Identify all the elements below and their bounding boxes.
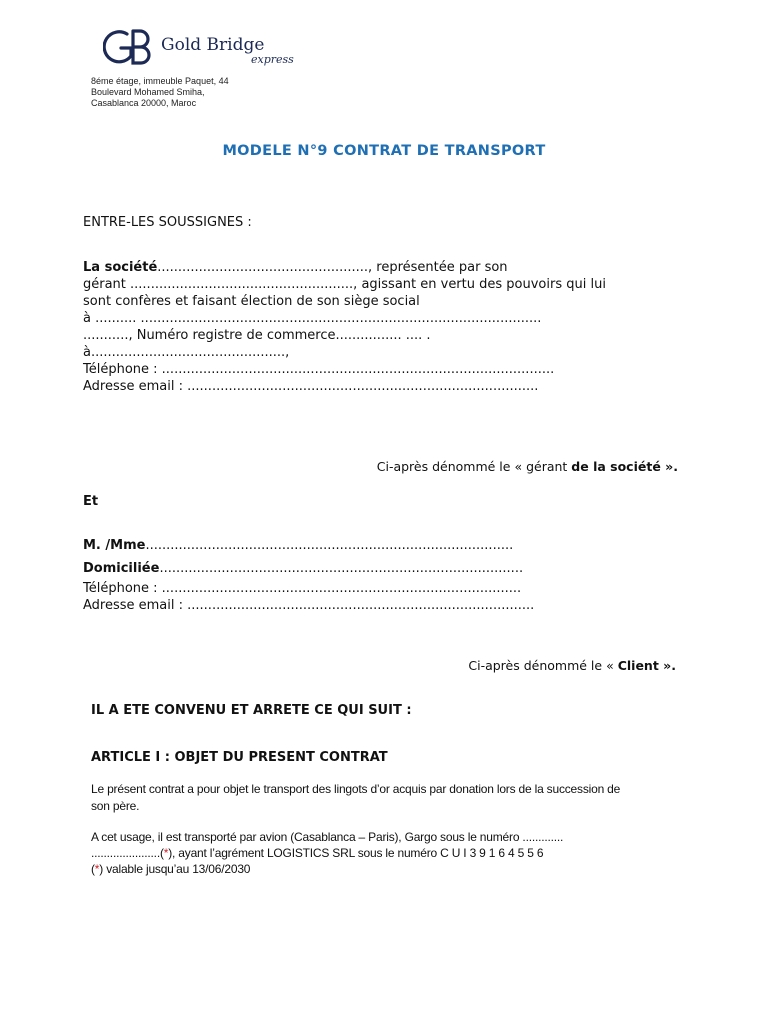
company-denomination-prefix: Ci-après dénommé le « gérant	[376, 459, 572, 474]
client-email-line: Adresse email : ....................................................................................	[83, 598, 535, 613]
para-2-line-3-a: (	[91, 862, 95, 876]
client-denomination-suffix: ».	[658, 658, 676, 673]
document-title: MODELE N°9 CONTRAT DE TRANSPORT	[222, 143, 546, 159]
article-1-heading: ARTICLE I : OBJET DU PRESENT CONTRAT	[91, 750, 388, 765]
article-1-para-2-line-3	[91, 862, 250, 876]
para-2-line-2-a: ......................(	[91, 846, 164, 860]
company-line-5: ..........., Numéro registre de commerce................ .... .	[83, 328, 431, 343]
address-line-1: 8éme étage, immeuble Paquet, 44	[91, 76, 229, 86]
para-2-line-3-b: ) valable jusqu’au 13/06/2030	[99, 862, 251, 876]
company-label: La société	[83, 260, 158, 275]
article-1-para-1-line-2: son père.	[91, 799, 140, 813]
client-denomination	[468, 658, 676, 673]
company-phone-line: Téléphone : ...............................................................................................	[83, 362, 555, 377]
client-domicile-line	[83, 560, 523, 577]
company-denomination-suffix: ».	[660, 459, 678, 474]
article-1-para-1-line-1: Le présent contrat a pour objet le transport des lingots d’or acquis par donation lors de la succession de	[91, 782, 621, 796]
logo-tagline-text: express	[251, 53, 294, 66]
company-denomination-bold: de la société	[571, 459, 661, 474]
parties-heading: ENTRE-LES SOUSSIGNES :	[83, 215, 252, 230]
company-line-2: gérant ......................................................, agissant en vertu des pouvoirs qui lui	[83, 277, 606, 292]
company-logo	[103, 26, 303, 70]
company-line-6: à...............................................,	[83, 345, 290, 360]
address-line-2: Boulevard Mohamed Smiha,	[91, 87, 205, 97]
company-email-line: Adresse email : .....................................................................................	[83, 379, 539, 394]
logo-brand-text: Gold Bridge	[161, 35, 265, 55]
company-line-3: sont confères et faisant élection de son siège social	[83, 294, 420, 309]
and-label: Et	[83, 494, 99, 509]
client-denomination-prefix: Ci-après dénommé le «	[468, 658, 618, 673]
client-name-line	[83, 537, 513, 554]
client-phone-line: Téléphone : .......................................................................................	[83, 581, 522, 596]
company-denomination	[377, 459, 678, 474]
company-line-1-rest: ..................................................., représentée par son	[157, 260, 508, 275]
agreement-heading: IL A ETE CONVENU ET ARRETE CE QUI SUIT :	[91, 703, 412, 718]
company-line-4: à .......... .................................................................................................	[83, 311, 542, 326]
article-1-para-2-line-1: A cet usage, il est transporté par avion (Casablanca – Paris), Gargo sous le numéro .............	[91, 830, 564, 844]
address-line-3: Casablanca 20000, Maroc	[91, 98, 197, 108]
client-name-label: M. /Mme	[83, 538, 146, 553]
company-line-1	[83, 259, 508, 276]
asterisk-marker-1: *	[163, 846, 169, 860]
article-1-para-2-line-2	[91, 846, 543, 860]
asterisk-marker-2: *	[94, 862, 100, 876]
client-domicile-dots: ........................................................................................	[159, 561, 524, 576]
client-denomination-bold: Client	[617, 658, 659, 673]
para-2-line-2-b: ), ayant l’agrément LOGISTICS SRL sous le numéro C U I 3 9 1 6 4 5 5 6	[168, 846, 544, 860]
client-name-dots: .........................................................................................	[145, 538, 514, 553]
client-domicile-label: Domiciliée	[83, 561, 160, 576]
